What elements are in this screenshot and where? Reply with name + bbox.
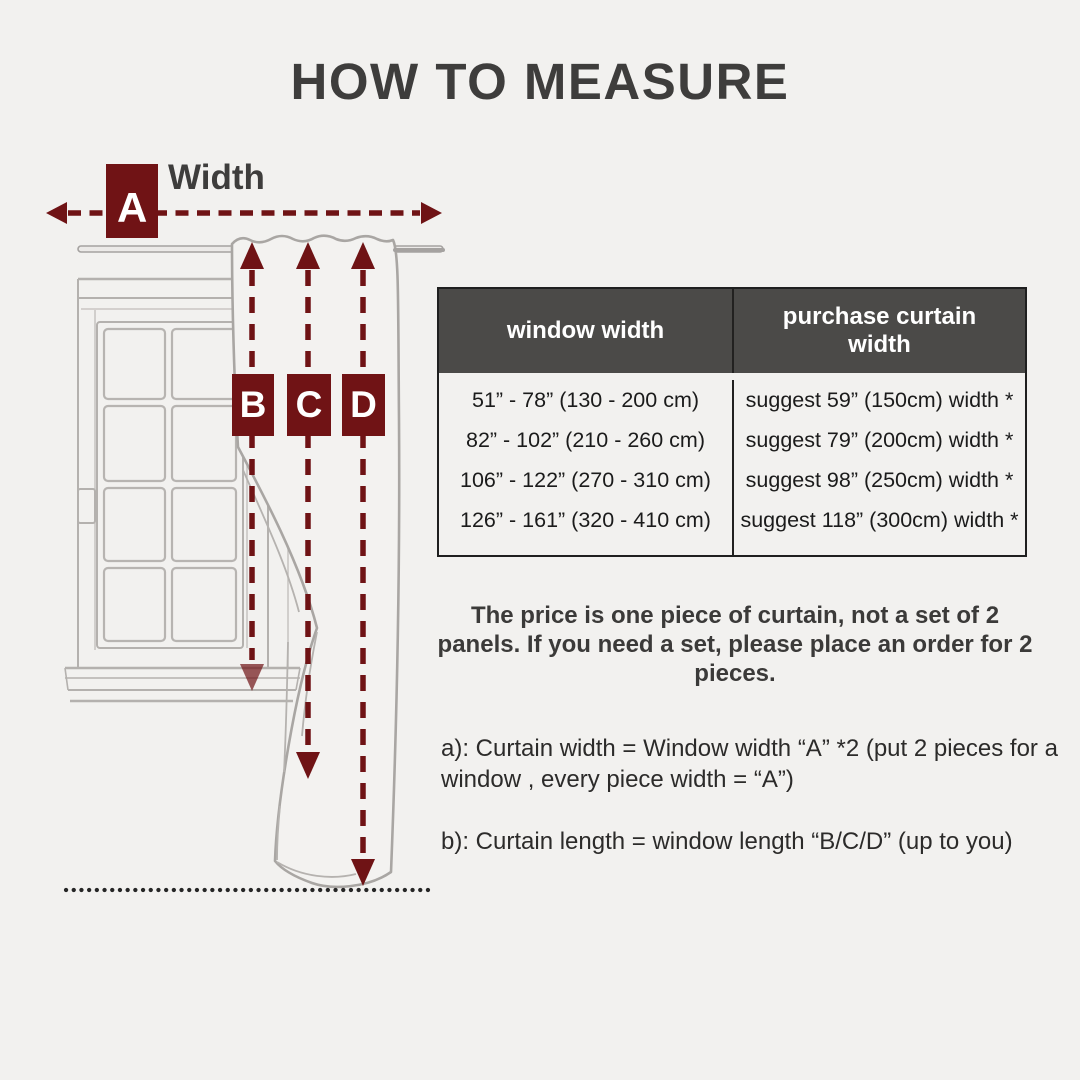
size-table — [437, 287, 1027, 557]
size-table-body — [439, 373, 1025, 555]
table-cell: suggest 98” (250cm) width * — [745, 467, 1014, 492]
window-handle — [78, 489, 95, 523]
table-cell: suggest 118” (300cm) width * — [740, 507, 1019, 532]
note-a: a): Curtain width = Window width “A” *2 (put 2 pieces for a window , every piece width = “A”) — [441, 735, 1058, 793]
page-title: HOW TO MEASURE — [290, 53, 790, 110]
curtain-illustration — [232, 236, 443, 887]
note-b: b): Curtain length = window length “B/C/D” (up to you) — [441, 828, 1013, 855]
table-cell: 106” - 122” (270 - 310 cm) — [460, 467, 711, 492]
header-window-width: window width — [506, 317, 665, 344]
table-cell: 126” - 161” (320 - 410 cm) — [460, 507, 711, 532]
table-cell: suggest 59” (150cm) width * — [745, 387, 1014, 412]
marker-d: D — [342, 374, 385, 436]
window-frame — [97, 322, 243, 648]
width-label: Width — [168, 158, 265, 197]
column-window-width — [439, 380, 732, 555]
header-purchase-width: purchase curtain width — [732, 289, 1025, 373]
marker-a: A — [106, 164, 158, 238]
marker-c: C — [287, 374, 331, 436]
column-purchase-width — [732, 380, 1025, 555]
price-note: The price is one piece of curtain, not a set of 2 panels. If you need a set, please place an order for 2 pieces. — [437, 602, 1033, 687]
marker-b: B — [232, 374, 274, 436]
table-cell: 82” - 102” (210 - 260 cm) — [466, 427, 705, 452]
table-cell: suggest 79” (200cm) width * — [745, 427, 1014, 452]
size-table-header — [439, 289, 1025, 373]
window-sill — [65, 668, 300, 701]
table-cell: 51” - 78” (130 - 200 cm) — [471, 387, 700, 412]
window-panes — [104, 329, 236, 641]
